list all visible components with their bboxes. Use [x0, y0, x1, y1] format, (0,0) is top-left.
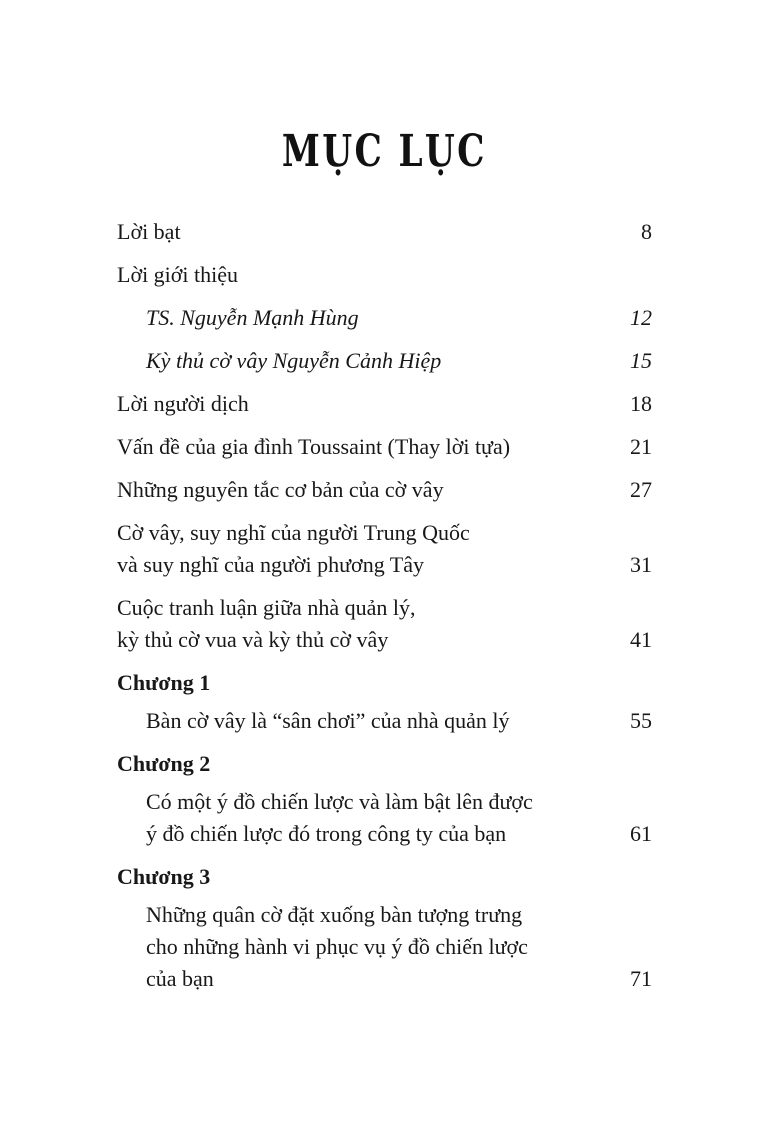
toc-entry — [117, 748, 652, 780]
toc-entry-title — [117, 259, 238, 291]
toc-entry-line: Cuộc tranh luận giữa nhà quản lý, — [117, 595, 416, 620]
toc-entry-title — [117, 517, 470, 581]
toc-entry — [117, 861, 652, 893]
toc-entry-page-number: 31 — [630, 552, 652, 577]
toc-entry-line: của bạn — [146, 966, 214, 991]
toc-entry-page-number: 12 — [630, 305, 652, 330]
toc-entry-title — [117, 899, 528, 995]
toc-entry — [117, 517, 652, 581]
toc-entry-title — [117, 861, 210, 893]
toc-entry-title — [117, 705, 510, 737]
page-title-text: MỤC LỤC — [282, 126, 487, 177]
toc-entry — [117, 431, 652, 463]
page-title — [117, 128, 652, 176]
toc-entry-title — [117, 667, 210, 699]
toc-entry-page-number: 27 — [630, 477, 652, 502]
toc-entry-title — [117, 345, 441, 377]
toc-entry-line: Lời giới thiệu — [117, 262, 239, 287]
toc-entry-line: Bàn cờ vây là “sân chơi” của nhà quản lý — [146, 708, 510, 733]
toc-entry — [117, 899, 652, 995]
toc-entry — [117, 592, 652, 656]
toc-entry-line: Vấn đề của gia đình Toussaint (Thay lời tựa) — [117, 434, 511, 459]
toc-entry-title — [117, 216, 181, 248]
toc-entry-page-number: 41 — [630, 627, 652, 652]
toc-entry-title — [117, 302, 359, 334]
toc-entry-line: TS. Nguyễn Mạnh Hùng — [146, 305, 359, 330]
toc-list — [117, 216, 652, 995]
toc-entry — [117, 786, 652, 850]
toc-entry-page-number: 18 — [630, 391, 652, 416]
toc-entry-page-number: 21 — [630, 434, 652, 459]
toc-entry-line: ý đồ chiến lược đó trong công ty của bạn — [146, 821, 507, 846]
toc-entry-title — [117, 592, 415, 656]
toc-entry-title — [117, 748, 210, 780]
toc-entry — [117, 474, 652, 506]
toc-entry — [117, 302, 652, 334]
toc-entry-line: kỳ thủ cờ vua và kỳ thủ cờ vây — [117, 627, 389, 652]
toc-entry — [117, 705, 652, 737]
toc-entry-page-number: 8 — [641, 219, 652, 244]
toc-entry-page-number: 61 — [630, 821, 652, 846]
toc-entry — [117, 388, 652, 420]
toc-entry-title — [117, 474, 444, 506]
toc-entry-title — [117, 388, 249, 420]
toc-entry — [117, 345, 652, 377]
toc-entry-title — [117, 431, 510, 463]
toc-entry-line: Lời người dịch — [117, 391, 249, 416]
toc-entry-page-number: 55 — [630, 708, 652, 733]
toc-entry-line: Những nguyên tắc cơ bản của cờ vây — [117, 477, 444, 502]
toc-entry-line: cho những hành vi phục vụ ý đồ chiến lược — [146, 934, 528, 959]
toc-entry — [117, 667, 652, 699]
toc-entry-line: Có một ý đồ chiến lược và làm bật lên được — [146, 789, 533, 814]
toc-entry-line: Chương 2 — [117, 751, 211, 776]
toc-entry-line: Chương 1 — [117, 670, 211, 695]
toc-entry-title — [117, 786, 533, 850]
toc-entry-page-number: 15 — [630, 348, 652, 373]
toc-entry-line: Những quân cờ đặt xuống bàn tượng trưng — [146, 902, 523, 927]
toc-entry-line: Lời bạt — [117, 219, 181, 244]
toc-entry-line: Chương 3 — [117, 864, 211, 889]
toc-entry-line: Cờ vây, suy nghĩ của người Trung Quốc — [117, 520, 470, 545]
toc-entry-line: Kỳ thủ cờ vây Nguyễn Cảnh Hiệp — [146, 348, 442, 373]
toc-entry-line: và suy nghĩ của người phương Tây — [117, 552, 425, 577]
toc-entry — [117, 259, 652, 291]
toc-entry — [117, 216, 652, 248]
toc-entry-page-number: 71 — [630, 966, 652, 991]
